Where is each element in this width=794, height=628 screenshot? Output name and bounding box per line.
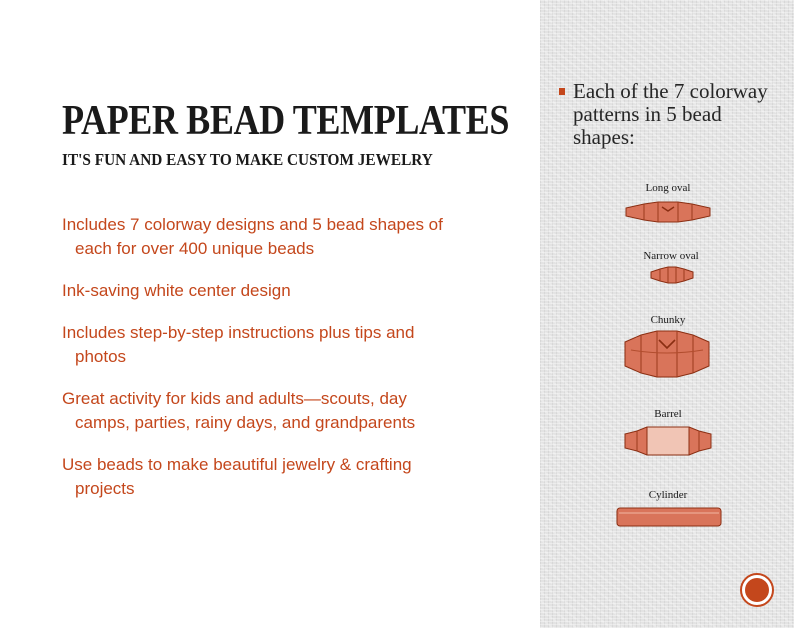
slide-subtitle: IT'S FUN AND EASY TO MAKE CUSTOM JEWELRY (62, 150, 433, 169)
bead-label-chunky: Chunky (650, 314, 686, 326)
barrel-bead-icon (623, 423, 713, 459)
bead-label-cylinder: Cylinder (648, 489, 688, 501)
cylinder-bead-icon (615, 505, 723, 529)
slide-title: PAPER BEAD TEMPLATES (62, 98, 509, 144)
bullet-item: Ink-saving white center design (62, 281, 291, 300)
bead-label-narrow-oval: Narrow oval (643, 250, 699, 262)
bullet-list (62, 213, 462, 519)
chunky-bead-icon (623, 330, 711, 378)
bullet-item: Includes 7 colorway designs and 5 bead shapes of each for over 400 unique beads (62, 215, 443, 258)
narrow-oval-bead-icon (650, 265, 694, 285)
bullet-item: Use beads to make beautiful jewelry & crafting projects (62, 455, 412, 498)
long-oval-bead-icon (624, 199, 712, 225)
bullet-item: Includes step-by-step instructions plus tips and photos (62, 323, 415, 366)
panel-heading: Each of the 7 colorway patterns in 5 bead shapes: (573, 79, 768, 149)
next-slide-button[interactable] (740, 573, 774, 607)
circle-icon (745, 578, 769, 602)
bead-label-long-oval: Long oval (645, 182, 691, 194)
bead-label-barrel: Barrel (654, 408, 682, 420)
bullet-item: Great activity for kids and adults—scouts, day camps, parties, rainy days, and grandparents (62, 389, 416, 432)
square-bullet-icon (559, 88, 565, 95)
